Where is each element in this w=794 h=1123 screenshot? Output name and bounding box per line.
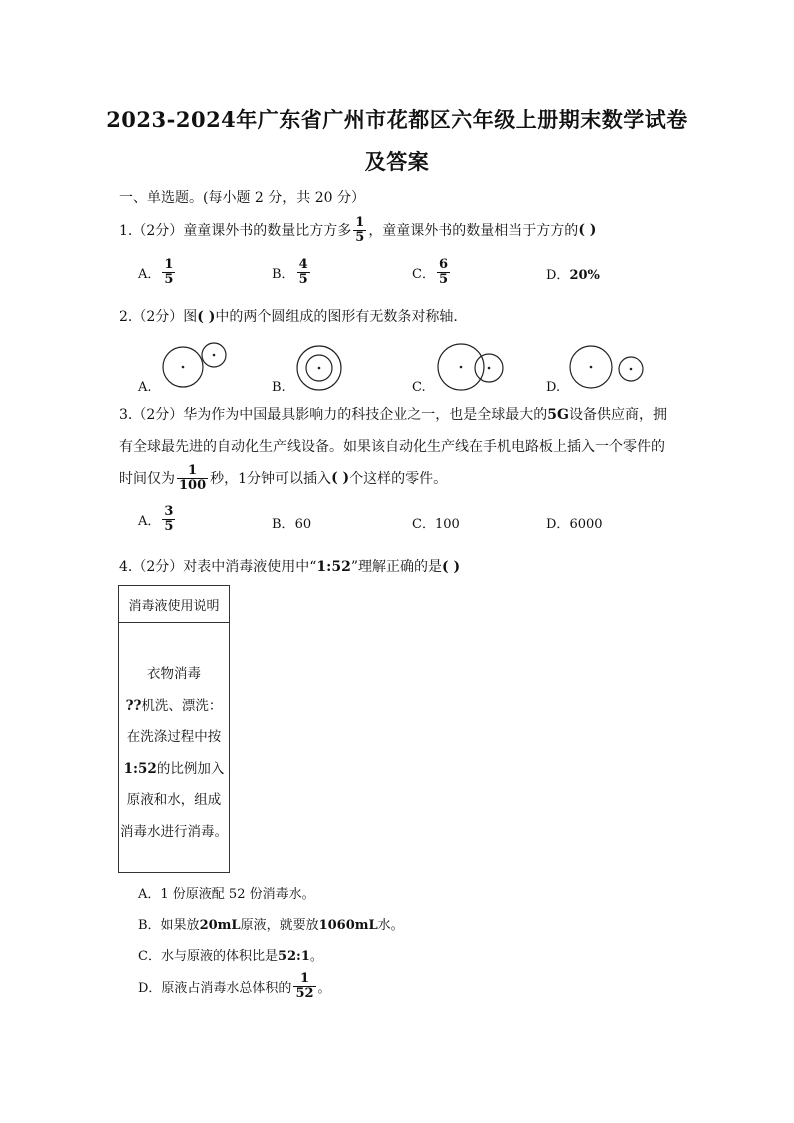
q3-option-d[interactable]: D．6000 xyxy=(546,517,603,532)
q1-fraction: $\frac{1}{5}$ xyxy=(355,215,365,245)
q4-option-d[interactable]: D．原液占消毒水总体积的 $\frac{1}{52}$ 。 xyxy=(138,971,331,1001)
q2-option-d[interactable]: D. xyxy=(546,380,561,395)
q1-answer-paren: ( ) xyxy=(578,222,597,239)
q1-option-b[interactable]: B． $\frac{4}{5}$ xyxy=(272,257,308,287)
disinfectant-instruction-box xyxy=(118,585,230,873)
question-2: 2.（2分）图( )中的两个圆组成的图形有无数条对称轴. xyxy=(119,309,458,325)
question-3-line3: 时间仅为 $\frac{1}{100}$ 秒，1分钟可以插入 ( ) 个这样的零件。 xyxy=(119,463,448,493)
instruction-box-body: 衣物消毒 ??机洗、漂洗： 在洗涤过程中按 1:52的比例加入 原液和水，组成 消毒水进行消毒。 xyxy=(120,666,228,840)
question-4: 4.（2分）对表中消毒液使用中“1:52”理解正确的是( ) xyxy=(119,559,461,575)
q2-figure-d xyxy=(565,342,651,392)
q3-option-b[interactable]: B．60 xyxy=(272,517,312,532)
q4-option-b[interactable]: B．如果放20mL原液，就要放1060mL水。 xyxy=(138,918,404,933)
q2-figure-c xyxy=(432,340,512,392)
page-title-line2: 及答案 xyxy=(364,149,430,174)
q3-option-c[interactable]: C．100 xyxy=(412,517,460,532)
q1-option-d[interactable]: D．20% xyxy=(546,268,600,283)
q2-option-c[interactable]: C. xyxy=(412,380,426,395)
q3-fraction: $\frac{1}{100}$ xyxy=(179,463,207,493)
q1-prefix: 1.（2分）童童课外书的数量比方方多 xyxy=(119,223,352,240)
q2-answer-paren: ( ) xyxy=(197,309,216,325)
q4-answer-paren: ( ) xyxy=(442,559,461,575)
q2-option-b[interactable]: B. xyxy=(272,380,286,395)
q3-option-a[interactable]: A． $\frac{3}{5}$ xyxy=(138,504,174,534)
instruction-box-header: 消毒液使用说明 xyxy=(119,586,229,623)
q3-answer-paren: ( ) xyxy=(331,470,350,487)
question-1 xyxy=(119,216,596,244)
q2-option-a[interactable]: A. xyxy=(138,380,152,395)
section-heading: 一、单选题。(每小题 2 分，共 20 分） xyxy=(119,190,365,206)
q4-option-a[interactable]: A．1 份原液配 52 份消毒水。 xyxy=(138,887,315,902)
question-3-line2: 有全球最先进的自动化生产线设备。如果该自动化生产线在手机电路板上插入一个零件的 xyxy=(119,439,665,455)
page-title: 2023-2024年广东省广州市花都区六年级上册期末数学试卷 xyxy=(106,107,688,132)
q2-figure-a xyxy=(155,340,235,388)
q1-option-a[interactable]: A． $\frac{1}{5}$ xyxy=(138,257,174,287)
q1-suffix: ，童童课外书的数量相当于方方的 xyxy=(368,223,579,240)
q4-option-c[interactable]: C．水与原液的体积比是52:1。 xyxy=(138,949,323,964)
question-3-line1: 3.（2分）华为作为中国最具影响力的科技企业之一，也是全球最大的5G设备供应商，拥 xyxy=(119,407,667,423)
q2-figure-b xyxy=(290,342,350,394)
q1-option-c[interactable]: C． $\frac{6}{5}$ xyxy=(412,257,448,287)
